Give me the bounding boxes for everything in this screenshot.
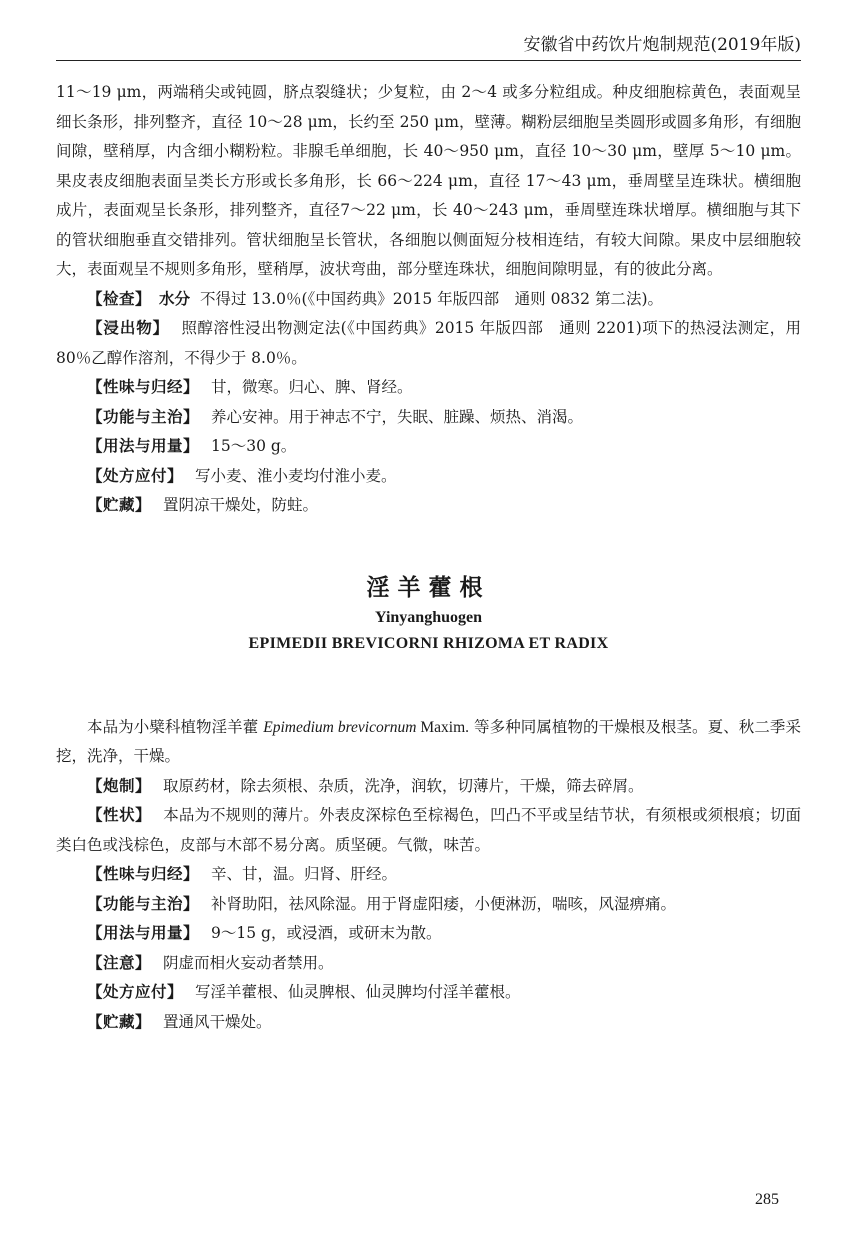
section-text: 9～15 g，或浸酒，或研末为散。 — [211, 924, 442, 942]
section-label: 【检查】 — [87, 289, 152, 308]
intro-species-name: Epimedium brevicornum — [263, 718, 417, 736]
prev-section-function — [56, 403, 801, 433]
entry-intro — [56, 713, 801, 772]
section-label: 【用法与用量】 — [87, 924, 200, 942]
section-property — [56, 860, 801, 890]
prev-section-storage — [56, 491, 801, 521]
section-processing — [56, 772, 801, 802]
prev-section-property — [56, 373, 801, 403]
section-label: 【贮藏】 — [87, 1012, 152, 1031]
prev-section-prescription — [56, 462, 801, 492]
entry-title-block — [56, 571, 801, 657]
running-title: 安徽省中药饮片炮制规范(2019年版) — [523, 35, 801, 55]
section-text: 不得过 13.0％(《中国药典》2015 年版四部 通则 0832 第二法)。 — [200, 289, 663, 308]
section-prescription — [56, 978, 801, 1008]
entry-title-latin: EPIMEDII BREVICORNI RHIZOMA ET RADIX — [248, 634, 609, 652]
section-text: 写小麦、淮小麦均付淮小麦。 — [195, 466, 397, 485]
section-label: 【浸出物】 — [87, 319, 170, 337]
section-label: 【贮藏】 — [87, 496, 152, 514]
section-text: 取原药材，除去须根、杂质，洗净，润软，切薄片，干燥，筛去碎屑。 — [163, 776, 644, 795]
prev-section-inspection — [56, 285, 801, 315]
prev-section-dosage — [56, 432, 801, 462]
intro-author: Maxim. — [416, 718, 470, 736]
section-label: 【处方应付】 — [87, 466, 184, 485]
section-label: 【处方应付】 — [87, 983, 184, 1001]
section-label: 【功能与主治】 — [87, 407, 200, 426]
section-label: 【性状】 — [87, 806, 152, 824]
section-text: 补肾助阳，祛风除湿。用于肾虚阳痿，小便淋沥，喘咳，风湿痹痛。 — [211, 894, 677, 913]
entry-title-chinese: 淫羊藿根 — [366, 574, 491, 601]
section-text: 养心安神。用于神志不宁，失眠、脏躁、烦热、消渴。 — [211, 407, 584, 426]
section-text: 辛、甘，温。归肾、肝经。 — [211, 865, 398, 883]
section-label: 【功能与主治】 — [87, 894, 200, 913]
page-number: 285 — [755, 1191, 779, 1208]
section-text: 本品为不规则的薄片。外表皮深棕色至棕褐色，凹凸不平或呈结节状，有须根或须根痕；切面类白色或浅棕色，皮部与木部不易分离。质坚硬。气微，味苦。 — [56, 806, 801, 854]
section-storage — [56, 1008, 801, 1038]
section-sublabel: 水分 — [159, 289, 191, 308]
section-caution — [56, 949, 801, 979]
prev-entry-continuation: 11～19 μm，两端稍尖或钝圆，脐点裂缝状；少复粒，由 2～4 或多分粒组成。种皮细胞棕黄色，表面观呈细长条形，排列整齐，直径 10～28 μm，长约至 250 μm，壁薄。糊粉层细胞呈类圆形或圆多角形，有细胞间隙，壁稍厚，内含细小糊粉粒。非腺毛单细胞，长 40～950 μm，直径 10～30 μm，壁厚 5～10 μm。果皮表皮细胞表面呈类长方形或长多角形，长 66～224 μm，直径 17～43 μm，垂周壁呈连珠状。横细胞成片，表面观呈长条形，排列整齐，直径7～22 μm，长 40～243 μm，垂周壁连珠状增厚。横细胞与其下的管状细胞垂直交错排列。管状细胞呈长管状，各细胞以侧面短分枝相连结，有较大间隙。果皮中层细胞较大，表面观呈不规则多角形，壁稍厚，波状弯曲，部分壁连珠状，细胞间隙明显，有的彼此分离。 — [56, 83, 801, 278]
section-function — [56, 890, 801, 920]
section-description — [56, 801, 801, 860]
running-header — [56, 30, 801, 61]
prev-section-extract — [56, 314, 801, 373]
section-label: 【注意】 — [87, 953, 152, 972]
section-text: 置通风干燥处。 — [163, 1012, 272, 1031]
entry-title-pinyin: Yinyanghuogen — [375, 608, 482, 626]
section-text: 照醇溶性浸出物测定法(《中国药典》2015 年版四部 通则 2201)项下的热浸法测定，用 80％乙醇作溶剂，不得少于 8.0％。 — [56, 319, 801, 367]
section-dosage — [56, 919, 801, 949]
section-label: 【炮制】 — [87, 776, 152, 795]
intro-text-after: 等多种同属植物的干燥根及根茎。夏、秋二季采挖，洗净，干燥。 — [56, 717, 801, 765]
page-content — [56, 78, 801, 1037]
section-label: 【性味与归经】 — [87, 865, 200, 883]
section-text: 写淫羊藿根、仙灵脾根、仙灵脾均付淫羊藿根。 — [195, 983, 521, 1001]
section-text: 15～30 g。 — [211, 437, 297, 455]
section-text: 甘，微寒。归心、脾、肾经。 — [211, 378, 413, 396]
intro-text-before: 本品为小檗科植物淫羊藿 — [87, 717, 264, 736]
section-text: 阴虚而相火妄动者禁用。 — [163, 953, 334, 972]
section-label: 【用法与用量】 — [87, 437, 200, 455]
section-label: 【性味与归经】 — [87, 378, 200, 396]
section-text: 置阴凉干燥处，防蛀。 — [163, 496, 319, 514]
